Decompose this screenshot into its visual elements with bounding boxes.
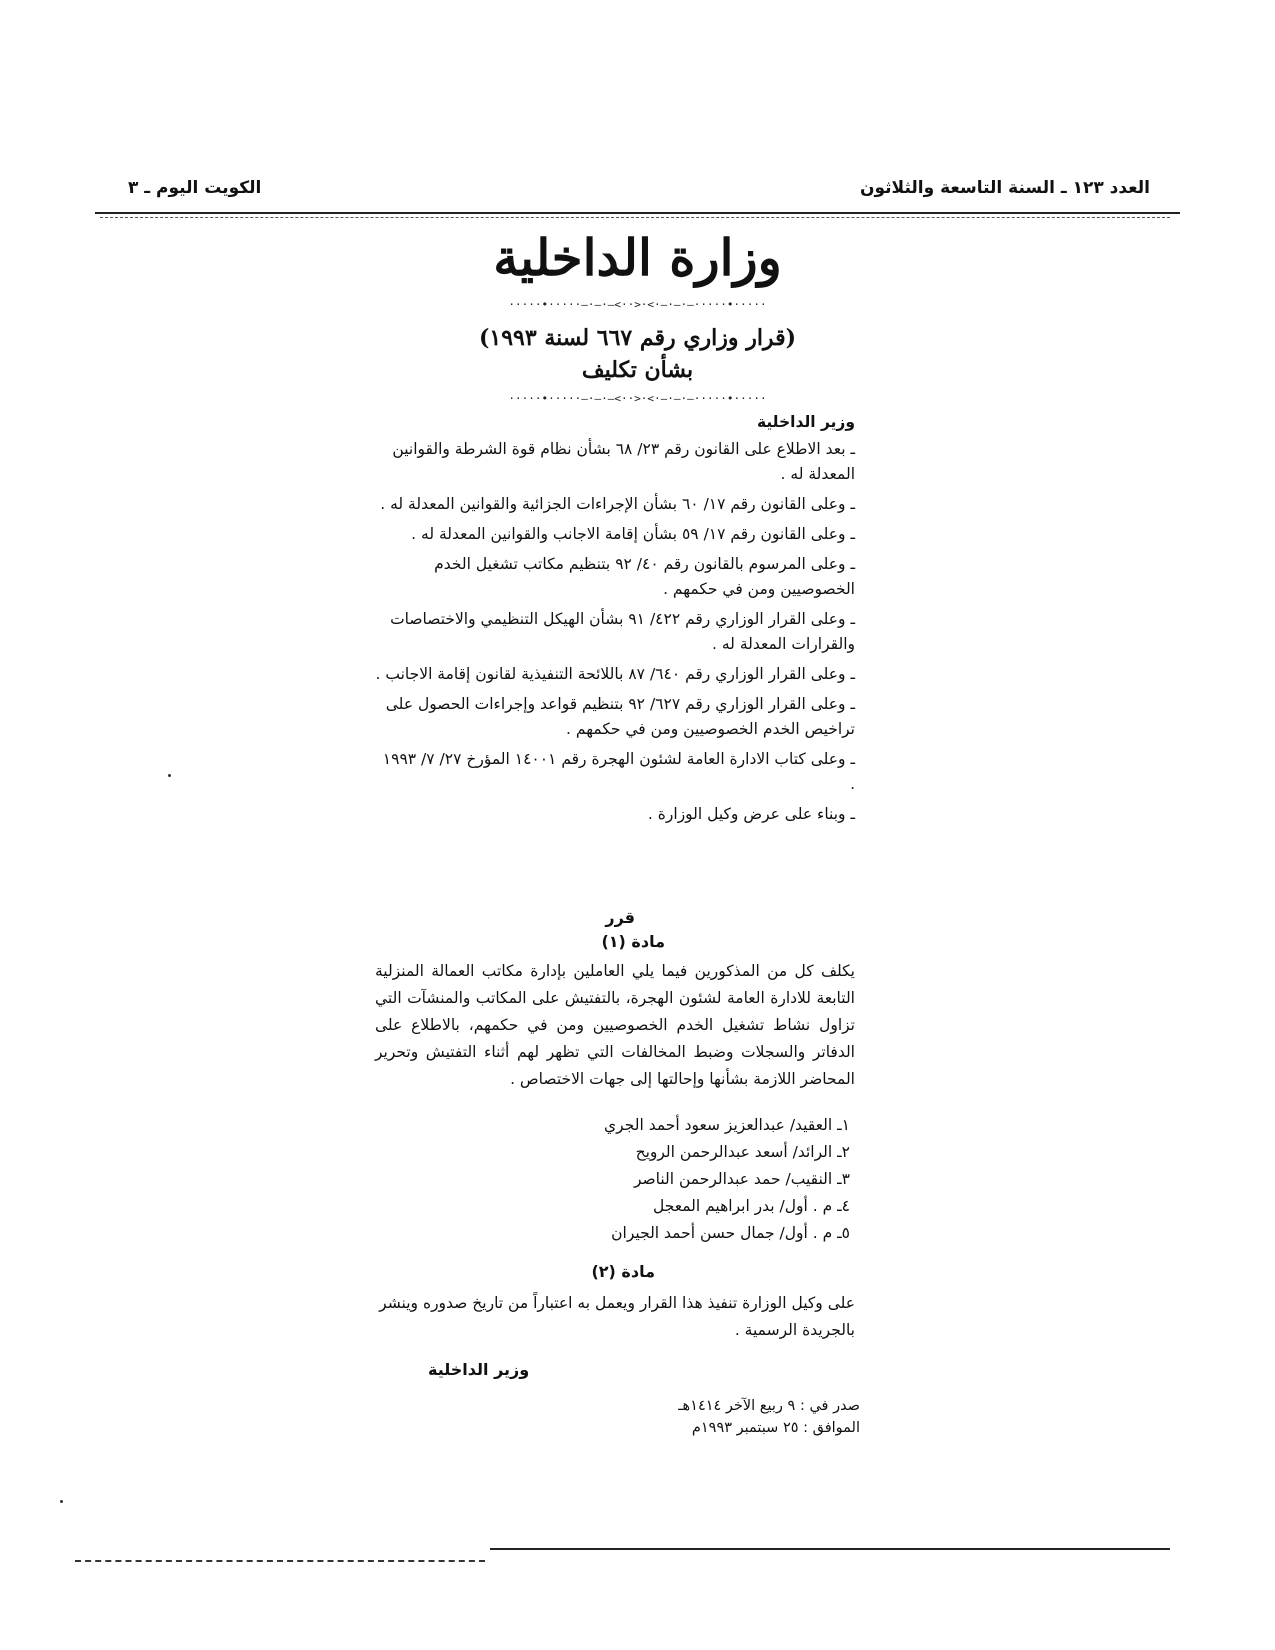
minister-heading: وزير الداخلية <box>756 413 855 431</box>
gazette-page-label: الكويت اليوم ـ ٣ <box>128 178 262 198</box>
issue-label: العدد ١٢٣ ـ السنة التاسعة والثلاثون <box>860 178 1150 198</box>
article-1-text: يكلف كل من المذكورين فيما يلي العاملين بإدارة مكاتب العمالة المنزلية التابعة للادارة العامة لشئون الهجرة، بالتفتيش على المكاتب والمنشآت التي تزاول نشاط تشغيل الخدم الخصوصيين ومن في حكمهم، بالاطلاع على الدفاتر والسجلات وضبط المخالفات التي تظهر لهم أثناء التفتيش وتحرير المحاضر اللازمة بشأنها وإحالتها إلى جهات الاختصاص . <box>375 962 855 1088</box>
minister-signature: وزير الداخلية <box>428 1360 530 1379</box>
header-rule <box>95 212 1180 214</box>
preamble-clause: ـ وعلى القرار الوزاري رقم ٦٤٠/ ٨٧ باللائحة التنفيذية لقانون إقامة الاجانب . <box>375 665 855 683</box>
officer-name: ٥ـ م . أول/ جمال حسن أحمد الجيران <box>611 1224 850 1242</box>
issue-date-hijri: صدر في : ٩ ربيع الآخر ١٤١٤هـ <box>678 1398 860 1414</box>
ministry-masthead: وزارة الداخلية <box>493 228 782 287</box>
scan-speck <box>168 774 171 777</box>
header-rule-dashed <box>100 217 1170 218</box>
decision-subtitle: بشأن تكليف <box>581 357 694 383</box>
preamble-clause: ـ وعلى كتاب الادارة العامة لشئون الهجرة رقم ١٤٠٠١ المؤرخ ٢٧/ ٧/ ١٩٩٣ . <box>382 750 855 793</box>
assigned-officers-list <box>530 1112 850 1247</box>
page-header <box>128 178 1150 198</box>
decision-title-block <box>0 322 1275 386</box>
article-1-heading: مادة (١) <box>601 932 665 951</box>
article-2-heading: مادة (٢) <box>591 1262 655 1281</box>
preamble-clause: ـ بعد الاطلاع على القانون رقم ٢٣/ ٦٨ بشأن نظام قوة الشرطة والقوانين المعدلة له . <box>392 440 855 483</box>
preamble-section <box>375 410 855 832</box>
officer-name: ١ـ العقيد/ عبدالعزيز سعود أحمد الجري <box>604 1116 850 1134</box>
officer-name: ٢ـ الرائد/ أسعد عبدالرحمن الرويح <box>635 1143 850 1161</box>
ornament-divider-top: ·····•·····—·—·—<··>·<·—·—·—·····•····· <box>508 298 767 311</box>
preamble-clause: ـ وعلى القانون رقم ١٧/ ٦٠ بشأن الإجراءات الجزائية والقوانين المعدلة له . <box>380 495 855 513</box>
officer-name: ٣ـ النقيب/ حمد عبدالرحمن الناصر <box>633 1170 850 1188</box>
article-2-text: على وكيل الوزارة تنفيذ هذا القرار ويعمل به اعتباراً من تاريخ صدوره وينشر بالجريدة الرسمية . <box>379 1294 855 1339</box>
preamble-clause: ـ وعلى القرار الوزاري رقم ٤٢٢/ ٩١ بشأن الهيكل التنظيمي والاختصاصات والقرارات المعدلة له . <box>390 610 855 653</box>
footer-rule-dashed <box>75 1560 485 1562</box>
preamble-clause: ـ وعلى القرار الوزاري رقم ٦٢٧/ ٩٢ بتنظيم قواعد وإجراءات الحصول على تراخيص الخدم الخصوصيين ومن في حكمهم . <box>385 695 855 738</box>
issue-date-gregorian: الموافق : ٢٥ سبتمبر ١٩٩٣م <box>691 1420 860 1436</box>
scan-speck <box>60 1500 63 1503</box>
footer-rule <box>490 1548 1170 1550</box>
preamble-clause: ـ وبناء على عرض وكيل الوزارة . <box>647 805 855 823</box>
decision-title: (قرار وزاري رقم ٦٦٧ لسنة ١٩٩٣) <box>479 325 796 351</box>
officer-name: ٤ـ م . أول/ بدر ابراهيم المعجل <box>652 1197 850 1215</box>
decided-heading: قرر <box>605 908 635 927</box>
preamble-clause: ـ وعلى المرسوم بالقانون رقم ٤٠/ ٩٢ بتنظيم مكاتب تشغيل الخدم الخصوصيين ومن في حكمهم . <box>434 555 855 598</box>
issue-date-block <box>678 1395 860 1439</box>
preamble-clause: ـ وعلى القانون رقم ١٧/ ٥٩ بشأن إقامة الاجانب والقوانين المعدلة له . <box>411 525 855 543</box>
ornament-divider-bottom: ·····•·····—·—·—<··>·<·—·—·—·····•····· <box>508 392 767 405</box>
